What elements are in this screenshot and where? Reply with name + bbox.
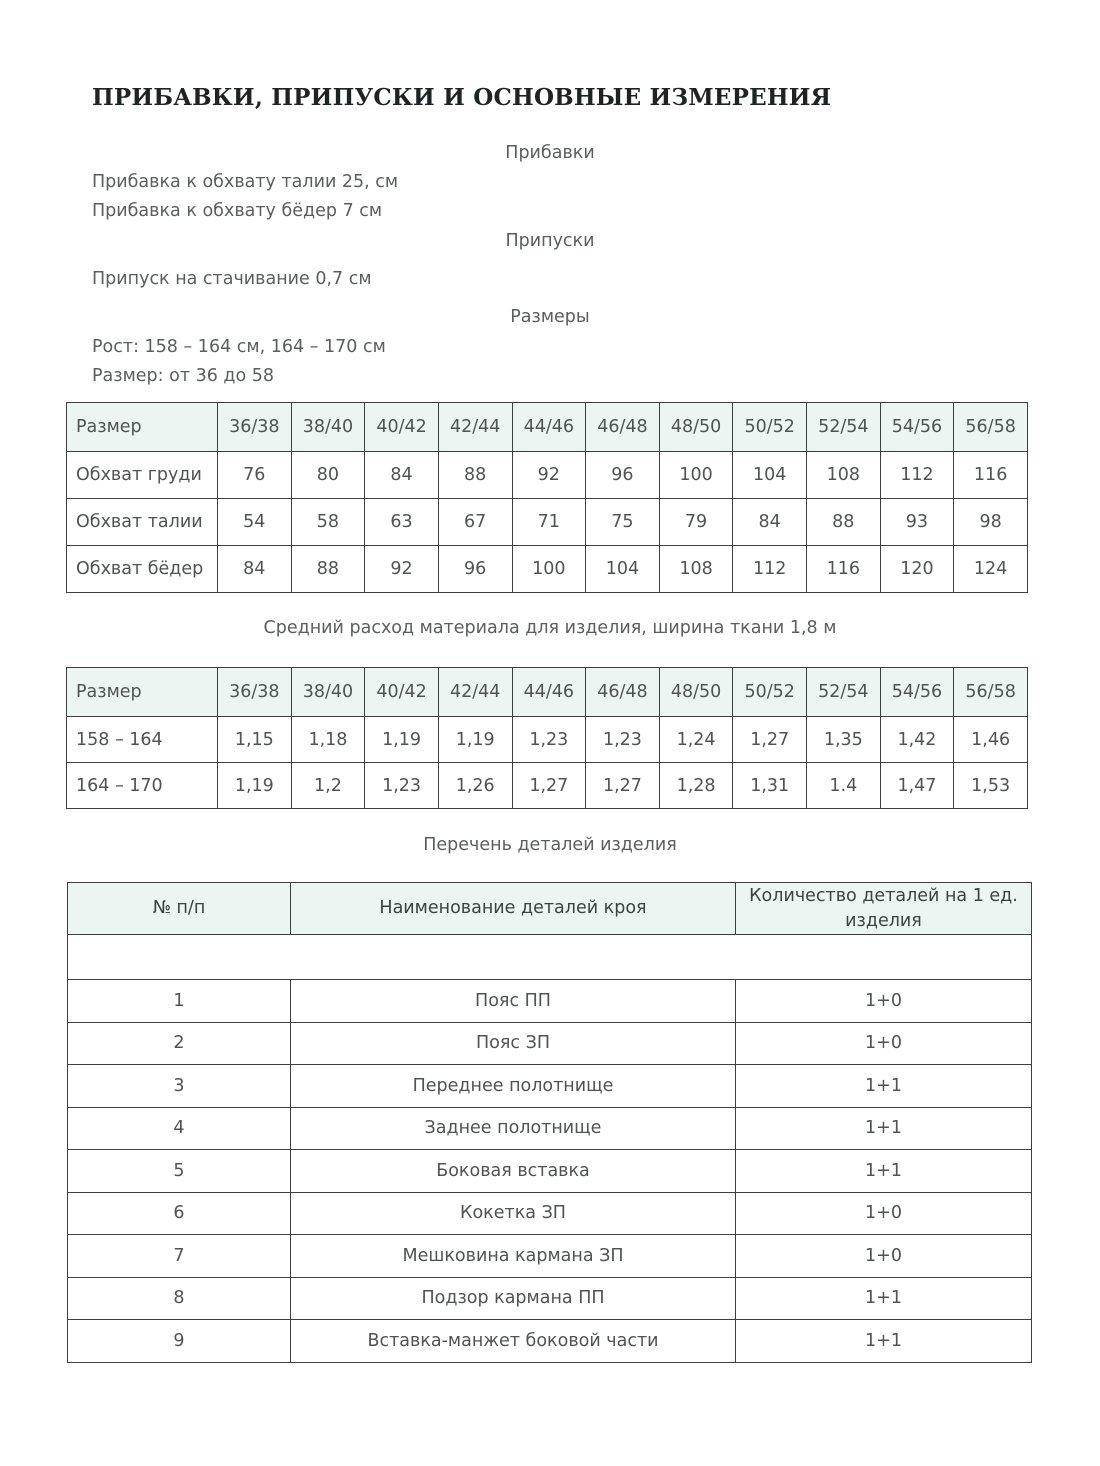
addition-waist: Прибавка к обхвату талии 25, см [92,172,399,192]
part-quantity: 1+0 [736,1192,1032,1235]
value-cell: 71 [512,499,586,546]
parts-header-row [68,883,1032,935]
value-cell: 1,23 [586,717,660,763]
part-number: 9 [68,1320,291,1363]
value-cell: 92 [512,452,586,499]
row-label: 164 – 170 [67,763,218,809]
size-column-header: 46/48 [586,403,660,452]
size-column-header: 48/50 [659,403,733,452]
value-cell: 67 [438,499,512,546]
value-cell: 1,23 [512,717,586,763]
part-number: 7 [68,1235,291,1278]
value-cell: 96 [438,546,512,593]
value-cell: 54 [218,499,292,546]
size-column-header: 50/52 [733,403,807,452]
size-column-header: 38/40 [291,668,365,717]
value-cell: 75 [586,499,660,546]
part-number: 4 [68,1107,291,1150]
size-measurements-table [66,402,1028,593]
value-cell: 100 [512,546,586,593]
value-cell: 93 [880,499,954,546]
size-column-header: 56/58 [954,403,1028,452]
parts-list-table [67,882,1032,1363]
part-quantity: 1+1 [736,1150,1032,1193]
row-header-label: Размер [67,668,218,717]
value-cell: 88 [438,452,512,499]
measurement-row [67,499,1028,546]
part-row [68,1150,1032,1193]
part-row [68,1022,1032,1065]
row-header-label: Размер [67,403,218,452]
part-number: 8 [68,1277,291,1320]
value-cell: 1,28 [659,763,733,809]
part-quantity: 1+0 [736,1235,1032,1278]
part-name: Вставка-манжет боковой части [291,1320,736,1363]
value-cell: 1,15 [218,717,292,763]
size-column-header: 50/52 [733,668,807,717]
value-cell: 1,42 [880,717,954,763]
additions-heading: Прибавки [505,143,595,163]
size-column-header: 46/48 [586,668,660,717]
part-quantity: 1+1 [736,1065,1032,1108]
height-line: Рост: 158 – 164 см, 164 – 170 см [92,337,386,357]
value-cell: 104 [733,452,807,499]
part-quantity: 1+1 [736,1107,1032,1150]
allowance-seam: Припуск на стачивание 0,7 см [92,269,372,289]
part-name: Переднее полотнище [291,1065,736,1108]
size-range-line: Размер: от 36 до 58 [92,366,275,386]
measurement-row [67,546,1028,593]
col-header-number: № п/п [68,883,291,935]
value-cell: 124 [954,546,1028,593]
part-name: Подзор кармана ПП [291,1277,736,1320]
size-column-header: 42/44 [438,403,512,452]
value-cell: 1.4 [807,763,881,809]
value-cell: 1,27 [586,763,660,809]
size-column-header: 56/58 [954,668,1028,717]
part-quantity: 1+1 [736,1277,1032,1320]
size-column-header: 54/56 [880,668,954,717]
value-cell: 108 [807,452,881,499]
row-label: Обхват талии [67,499,218,546]
value-cell: 1,27 [512,763,586,809]
size-column-header: 48/50 [659,668,733,717]
size-column-header: 40/42 [365,668,439,717]
addition-hips: Прибавка к обхвату бёдер 7 см [92,201,383,221]
size-column-header: 44/46 [512,668,586,717]
part-name: Заднее полотнище [291,1107,736,1150]
value-cell: 1,18 [291,717,365,763]
value-cell: 1,47 [880,763,954,809]
material-consumption-table [66,667,1028,809]
value-cell: 1,46 [954,717,1028,763]
value-cell: 58 [291,499,365,546]
measurement-header-row [67,403,1028,452]
value-cell: 1,53 [954,763,1028,809]
part-name: Мешковина кармана ЗП [291,1235,736,1278]
consumption-heading: Средний расход материала для изделия, ширина ткани 1,8 м [263,618,837,638]
size-column-header: 52/54 [807,403,881,452]
value-cell: 88 [807,499,881,546]
sizes-heading: Размеры [510,307,590,327]
row-label: 158 – 164 [67,717,218,763]
part-quantity: 1+1 [736,1320,1032,1363]
part-row [68,1320,1032,1363]
part-row [68,1235,1032,1278]
part-name: Кокетка ЗП [291,1192,736,1235]
part-number: 3 [68,1065,291,1108]
consumption-row [67,763,1028,809]
part-row [68,980,1032,1023]
value-cell: 84 [733,499,807,546]
size-column-header: 40/42 [365,403,439,452]
part-number: 1 [68,980,291,1023]
value-cell: 63 [365,499,439,546]
row-label: Обхват бёдер [67,546,218,593]
value-cell: 1,19 [218,763,292,809]
value-cell: 1,19 [365,717,439,763]
value-cell: 79 [659,499,733,546]
value-cell: 76 [218,452,292,499]
allowances-heading: Припуски [505,231,595,251]
col-header-part-name: Наименование деталей кроя [291,883,736,935]
part-number: 2 [68,1022,291,1065]
part-row [68,1065,1032,1108]
value-cell: 98 [954,499,1028,546]
value-cell: 96 [586,452,660,499]
value-cell: 104 [586,546,660,593]
value-cell: 120 [880,546,954,593]
part-row [68,1192,1032,1235]
col-header-quantity: Количество деталей на 1 ед. изделия [736,883,1032,935]
consumption-header-row [67,668,1028,717]
empty-cell [68,935,1032,980]
value-cell: 112 [733,546,807,593]
part-number: 6 [68,1192,291,1235]
value-cell: 1,27 [733,717,807,763]
value-cell: 108 [659,546,733,593]
value-cell: 1,35 [807,717,881,763]
size-column-header: 36/38 [218,668,292,717]
size-column-header: 38/40 [291,403,365,452]
empty-row [68,935,1032,980]
value-cell: 80 [291,452,365,499]
value-cell: 92 [365,546,439,593]
value-cell: 1,23 [365,763,439,809]
size-column-header: 52/54 [807,668,881,717]
page-title: ПРИБАВКИ, ПРИПУСКИ И ОСНОВНЫЕ ИЗМЕРЕНИЯ [92,84,832,111]
part-name: Пояс ЗП [291,1022,736,1065]
measurement-row [67,452,1028,499]
size-column-header: 44/46 [512,403,586,452]
value-cell: 116 [954,452,1028,499]
value-cell: 84 [218,546,292,593]
row-label: Обхват груди [67,452,218,499]
value-cell: 84 [365,452,439,499]
value-cell: 1,19 [438,717,512,763]
value-cell: 100 [659,452,733,499]
size-column-header: 42/44 [438,668,512,717]
parts-heading: Перечень деталей изделия [423,835,677,855]
value-cell: 1,24 [659,717,733,763]
size-column-header: 36/38 [218,403,292,452]
part-row [68,1107,1032,1150]
value-cell: 88 [291,546,365,593]
part-row [68,1277,1032,1320]
value-cell: 112 [880,452,954,499]
value-cell: 1,2 [291,763,365,809]
part-number: 5 [68,1150,291,1193]
value-cell: 1,31 [733,763,807,809]
part-name: Пояс ПП [291,980,736,1023]
value-cell: 1,26 [438,763,512,809]
consumption-row [67,717,1028,763]
part-quantity: 1+0 [736,980,1032,1023]
size-column-header: 54/56 [880,403,954,452]
value-cell: 116 [807,546,881,593]
part-name: Боковая вставка [291,1150,736,1193]
part-quantity: 1+0 [736,1022,1032,1065]
